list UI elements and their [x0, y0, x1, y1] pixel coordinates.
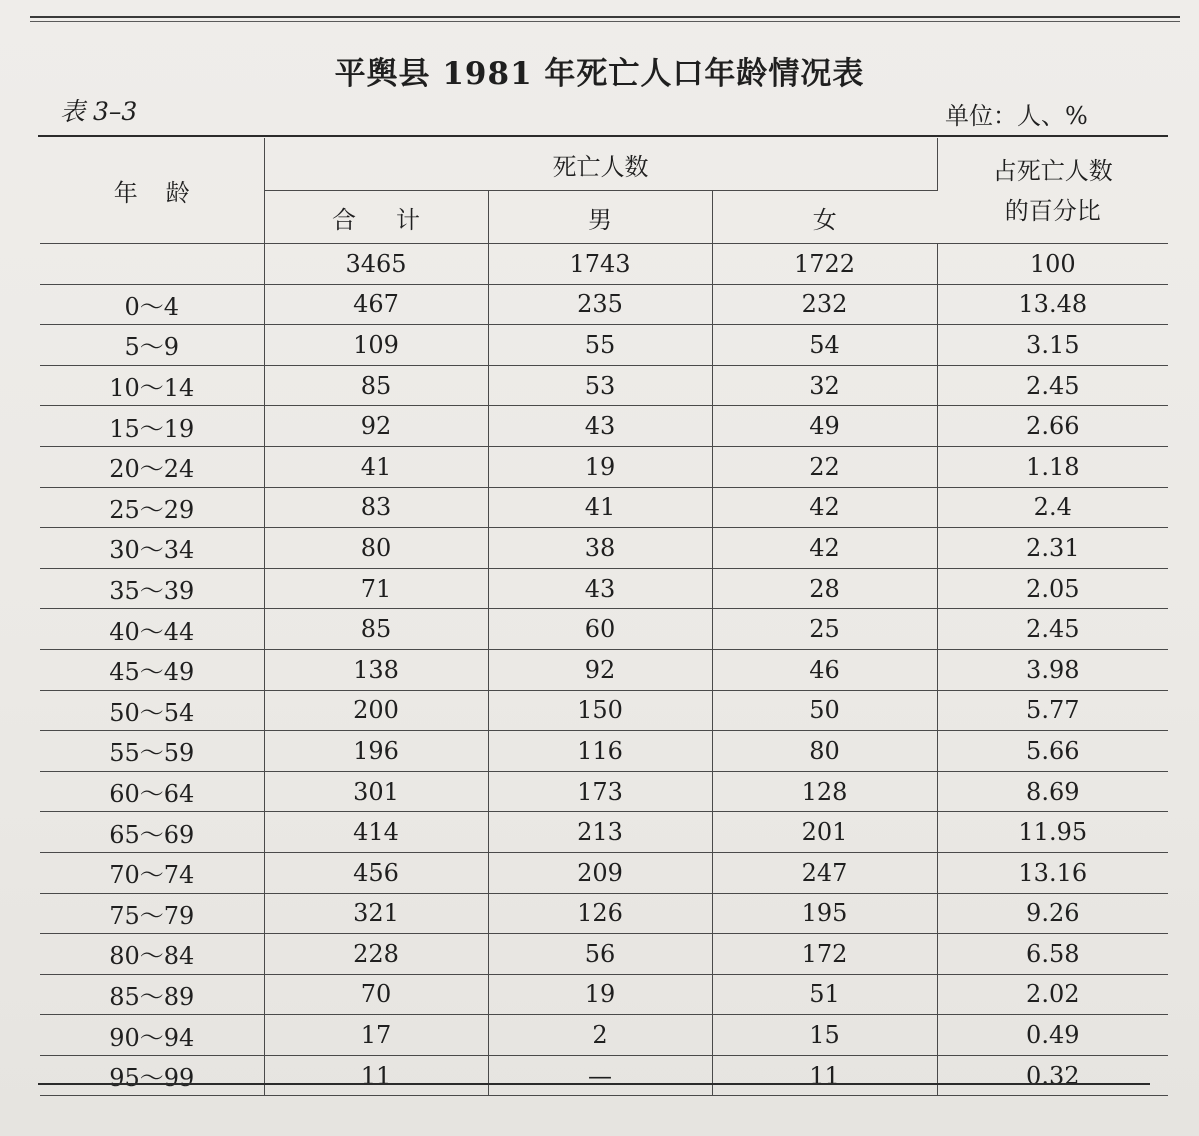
percent-header-line2: 的百分比	[1004, 196, 1101, 225]
male-cell: 41	[488, 487, 712, 528]
total-column-header: 合计	[264, 191, 488, 244]
age-cell: 10～14	[40, 365, 264, 406]
pct-cell: 2.31	[937, 528, 1168, 569]
page-header-rule-thin	[30, 21, 1180, 22]
table-body	[40, 244, 1168, 1096]
pct-cell: 2.4	[937, 487, 1168, 528]
age-cell: 70～74	[40, 852, 264, 893]
male-cell: 235	[488, 284, 712, 325]
age-cell: 5～9	[40, 325, 264, 366]
female-cell: 42	[712, 528, 937, 569]
age-column-header: 年龄	[40, 138, 264, 244]
age-cell: 30～34	[40, 528, 264, 569]
table-row	[40, 568, 1168, 609]
female-cell: 22	[712, 446, 937, 487]
female-column-header: 女	[712, 191, 937, 244]
female-cell: 51	[712, 974, 937, 1015]
pct-cell: 2.45	[937, 365, 1168, 406]
percent-column-header	[937, 138, 1168, 244]
female-cell: 232	[712, 284, 937, 325]
male-cell: 60	[488, 609, 712, 650]
table-row	[40, 690, 1168, 731]
female-cell: 50	[712, 690, 937, 731]
male-cell: 43	[488, 568, 712, 609]
pct-cell: 6.58	[937, 934, 1168, 975]
female-cell: 32	[712, 365, 937, 406]
table-row	[40, 487, 1168, 528]
age-cell: 60～64	[40, 771, 264, 812]
table-row	[40, 406, 1168, 447]
male-cell: 19	[488, 974, 712, 1015]
table-row	[40, 852, 1168, 893]
table-row	[40, 771, 1168, 812]
pct-cell: 11.95	[937, 812, 1168, 853]
table-row	[40, 325, 1168, 366]
pct-cell: 2.05	[937, 568, 1168, 609]
pct-cell: 2.02	[937, 974, 1168, 1015]
total-cell: 109	[264, 325, 488, 366]
age-cell	[40, 244, 264, 285]
total-cell: 17	[264, 1015, 488, 1056]
female-cell: 172	[712, 934, 937, 975]
table-row	[40, 528, 1168, 569]
male-cell: 55	[488, 325, 712, 366]
age-cell: 80～84	[40, 934, 264, 975]
female-cell: 28	[712, 568, 937, 609]
female-cell: 15	[712, 1015, 937, 1056]
total-cell: 196	[264, 731, 488, 772]
table-row	[40, 244, 1168, 285]
table-row	[40, 609, 1168, 650]
age-cell: 40～44	[40, 609, 264, 650]
page-header-rule	[30, 16, 1180, 18]
total-cell: 467	[264, 284, 488, 325]
total-cell: 3465	[264, 244, 488, 285]
male-cell: 56	[488, 934, 712, 975]
male-cell: 116	[488, 731, 712, 772]
pct-cell: 0.49	[937, 1015, 1168, 1056]
male-cell: —	[488, 1055, 712, 1096]
age-cell: 75～79	[40, 893, 264, 934]
table-number: 表 3–3	[60, 97, 138, 126]
male-cell: 2	[488, 1015, 712, 1056]
age-cell: 20～24	[40, 446, 264, 487]
total-cell: 456	[264, 852, 488, 893]
total-cell: 92	[264, 406, 488, 447]
female-cell: 42	[712, 487, 937, 528]
table-title: 平舆县 1981 年死亡人口年龄情况表	[334, 56, 865, 92]
pct-cell: 1.18	[937, 446, 1168, 487]
age-cell: 65～69	[40, 812, 264, 853]
pct-cell: 2.66	[937, 406, 1168, 447]
female-cell: 195	[712, 893, 937, 934]
total-cell: 228	[264, 934, 488, 975]
male-cell: 126	[488, 893, 712, 934]
age-cell: 15～19	[40, 406, 264, 447]
total-cell: 11	[264, 1055, 488, 1096]
female-cell: 80	[712, 731, 937, 772]
total-cell: 138	[264, 649, 488, 690]
table-row	[40, 446, 1168, 487]
male-cell: 19	[488, 446, 712, 487]
female-cell: 128	[712, 771, 937, 812]
female-cell: 49	[712, 406, 937, 447]
female-cell: 54	[712, 325, 937, 366]
female-cell: 11	[712, 1055, 937, 1096]
male-cell: 209	[488, 852, 712, 893]
table-row	[40, 812, 1168, 853]
total-cell: 85	[264, 365, 488, 406]
pct-cell: 5.66	[937, 731, 1168, 772]
male-cell: 173	[488, 771, 712, 812]
age-cell: 85～89	[40, 974, 264, 1015]
male-cell: 1743	[488, 244, 712, 285]
male-column-header: 男	[488, 191, 712, 244]
table-row	[40, 934, 1168, 975]
pct-cell: 0.32	[937, 1055, 1168, 1096]
table-row	[40, 365, 1168, 406]
total-cell: 41	[264, 446, 488, 487]
pct-cell: 13.48	[937, 284, 1168, 325]
deaths-group-header: 死亡人数	[264, 138, 937, 191]
female-cell: 201	[712, 812, 937, 853]
pct-cell: 9.26	[937, 893, 1168, 934]
total-cell: 301	[264, 771, 488, 812]
male-cell: 150	[488, 690, 712, 731]
age-cell: 50～54	[40, 690, 264, 731]
female-cell: 1722	[712, 244, 937, 285]
death-age-table	[40, 138, 1168, 1096]
age-cell: 45～49	[40, 649, 264, 690]
total-cell: 85	[264, 609, 488, 650]
total-cell: 71	[264, 568, 488, 609]
table-row	[40, 974, 1168, 1015]
age-cell: 25～29	[40, 487, 264, 528]
total-cell: 321	[264, 893, 488, 934]
total-cell: 83	[264, 487, 488, 528]
pct-cell: 13.16	[937, 852, 1168, 893]
pct-cell: 5.77	[937, 690, 1168, 731]
table-row	[40, 1015, 1168, 1056]
table-row	[40, 649, 1168, 690]
total-cell: 80	[264, 528, 488, 569]
total-cell: 200	[264, 690, 488, 731]
pct-cell: 3.15	[937, 325, 1168, 366]
age-cell: 0～4	[40, 284, 264, 325]
total-cell: 414	[264, 812, 488, 853]
percent-header-line1: 占死亡人数	[992, 156, 1113, 185]
male-cell: 43	[488, 406, 712, 447]
female-cell: 25	[712, 609, 937, 650]
table-row	[40, 1055, 1168, 1096]
table-top-rule	[38, 135, 1168, 137]
age-cell: 35～39	[40, 568, 264, 609]
female-cell: 46	[712, 649, 937, 690]
total-cell: 70	[264, 974, 488, 1015]
pct-cell: 100	[937, 244, 1168, 285]
table-row	[40, 893, 1168, 934]
table-row	[40, 731, 1168, 772]
pct-cell: 2.45	[937, 609, 1168, 650]
table-bottom-rule	[38, 1083, 1150, 1085]
male-cell: 38	[488, 528, 712, 569]
age-cell: 95～99	[40, 1055, 264, 1096]
male-cell: 92	[488, 649, 712, 690]
female-cell: 247	[712, 852, 937, 893]
age-cell: 90～94	[40, 1015, 264, 1056]
male-cell: 213	[488, 812, 712, 853]
age-cell: 55～59	[40, 731, 264, 772]
pct-cell: 3.98	[937, 649, 1168, 690]
table-row	[40, 284, 1168, 325]
male-cell: 53	[488, 365, 712, 406]
pct-cell: 8.69	[937, 771, 1168, 812]
unit-label: 单位：人、%	[945, 102, 1088, 130]
